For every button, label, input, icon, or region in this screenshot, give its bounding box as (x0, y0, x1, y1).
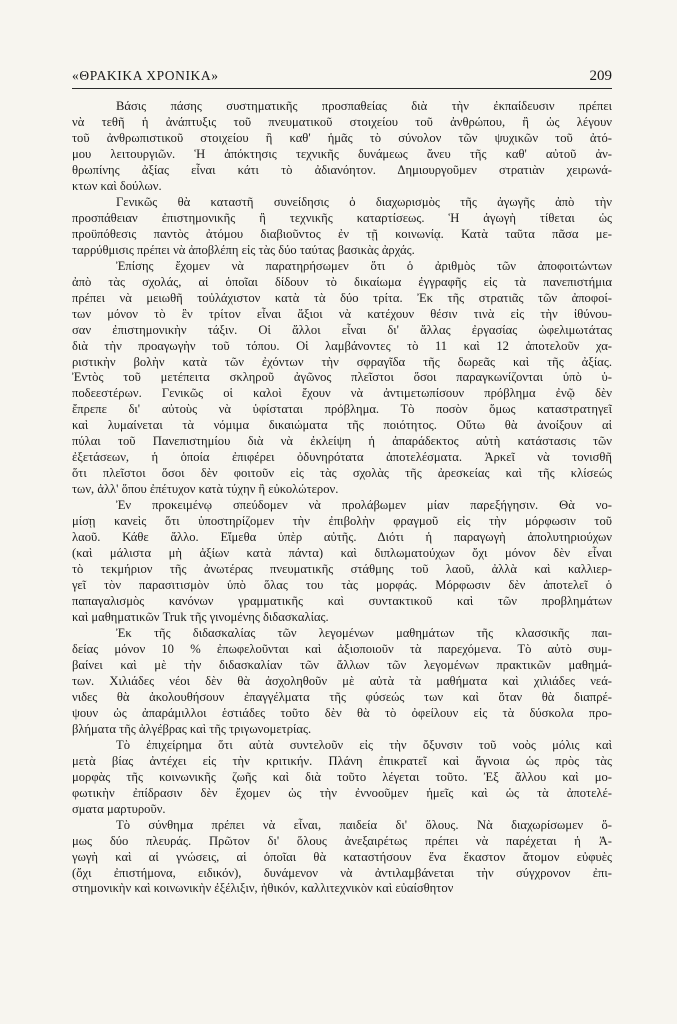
text-line: ἀπὸ τὰς σχολάς, αἱ ὁποῖαι δίδουν τὸ δικαίωμα ἐγγραφῆς εἰς τὰ πανεπιστήμια (72, 274, 612, 289)
paragraph (72, 626, 612, 738)
text-line: μορφὰς τῆς κοινωνικῆς ζωῆς καὶ διὰ τοῦτο λέγεται τοῦτο. Ἐξ ἄλλου καὶ μο- (72, 769, 612, 784)
text-line: (καὶ μάλιστα μὴ ἀξίων κατὰ πάντα) καὶ διπλωματούχων ὄχι μόνον δὲν εἶναι (72, 546, 612, 561)
text-line: παπαγαλισμὸς κανόνων γραμματικῆς καὶ συντακτικοῦ καὶ τῶν προβλημάτων (72, 594, 612, 609)
text-line: Γενικῶς θὰ καταστῆ συνείδησις ὁ διαχωρισμὸς τῆς ἀγωγῆς ἀπὸ τὴν (116, 194, 612, 209)
text-line: Ἐντὸς τοῦ μετέπειτα σκληροῦ ἀγῶνος πλεῖστοι ὅσοι παραγκωνίζονται ὑπὸ ὑ- (72, 370, 612, 385)
text-line: Ἐπίσης ἔχομεν νὰ παρατηρήσωμεν ὅτι ὁ ἀριθμὸς τῶν ἀποφοιτώντων (116, 258, 612, 273)
text-line: γωγὴ καὶ αἱ γνώσεις, αἱ ὁποῖαι θὰ καταστήσουν ἕνα ἕκαστον ἄτομον εὐφυὲς (72, 849, 612, 864)
paragraph (72, 818, 612, 898)
text-line: ταρρύθμισις πρέπει νὰ ἀποβλέπη εἰς τὰς δύο ταύτας βασικὰς ἀρχάς. (72, 242, 415, 257)
text-line: ἐξετάσεων, ἡ ὁποία ἐπιφέρει ὀδυνηρότατα ἀποτελέσματα. Ἀρκεῖ νὰ τονισθῆ (72, 450, 612, 465)
text-line: των, ἀλλ' ὅπου ἐπέτυχον κατὰ τύχην ἢ εὐκολώτερον. (72, 482, 339, 497)
text-line: των μόνον τὸ ἓν τρίτον εἶναι ἄξιοι νὰ κατέχουν θέσιν τινὰ εἰς τὴν ἰθύνου- (72, 306, 612, 321)
text-line: μετὰ βίας ἀντέχει εἰς τὴν κριτικήν. Πλάνη ἐπικρατεῖ καὶ ἄγνοια ὡς πρὸς τὰς (72, 753, 612, 768)
text-line: πρέπει νὰ μειωθῆ τοὐλάχιστον κατὰ τὰ δύο τρίτα. Ἐκ τῆς στρατιᾶς τῶν ἀποφοί- (72, 290, 612, 305)
text-line: μίσῃ κανεὶς ὅτι ὑποστηρίζομεν τὴν ἐπιβολὴν φραγμοῦ εἰς τὴν μόρφωσιν τοῦ (72, 514, 612, 529)
page-number: 209 (589, 68, 612, 84)
paragraph (72, 99, 612, 195)
text-line: καὶ μαθηματικῶν Truk τῆς γινομένης διδασκαλίας. (72, 610, 329, 624)
journal-title: «ΘΡΑΚΙΚΑ ΧΡΟΝΙΚΑ» (72, 68, 219, 83)
text-line: Ἐκ τῆς διδασκαλίας τῶν λεγομένων μαθημάτων τῆς κλασσικῆς παι- (116, 625, 612, 640)
text-line: ποδεεστέρων. Γενικῶς οἱ καλοὶ ἔχουν νὰ ἀντιμετωπίσουν πρόβλημα ἐνῷ δὲν (72, 386, 612, 401)
paragraph (72, 259, 612, 499)
text-line: μως δύο πλευράς. Πρῶτον δι' ὅλους ἀνεξαιρέτως πρέπει νὰ παρέχεται ἡ Ἀ- (72, 833, 612, 848)
text-line: βλήματα τῆς ἀλγέβρας καὶ τῆς τριγωνομετρίας. (72, 721, 312, 736)
text-line: θρωπίνης ἀξίας εἶναι κάτι τὸ ἀδιανόητον. Δημιουργοῦμεν στρατιὰν χειρωνά- (72, 162, 612, 177)
text-line: σματα μαρτυροῦν. (72, 801, 166, 816)
paragraph (72, 498, 612, 626)
text-line: δείας μόνον 10 % ἐπωφελοῦνται καὶ ἀξιοποιοῦν τὰ παρεχόμενα. Τὸ αὐτὸ συμ- (72, 641, 612, 656)
paragraph (72, 195, 612, 259)
text-line: κτων καὶ δούλων. (72, 178, 162, 193)
text-line: (ὄχι ἐπιστήμονα, ειδικόν), δυνάμενον νὰ ἀντιλαμβάνεται τὴν σύγχρονον ἐπι- (72, 865, 612, 880)
text-line: ψουν ὡς ἀπαράμιλλοι ἑστιάδες τοῦτο δὲν θὰ τὸ ὀφείλουν εἰς τὰ δύσκολα προ- (72, 705, 612, 720)
text-line: νὰ τεθῆ ἡ ἀνάπτυξις τοῦ πνευματικοῦ στοιχείου τοῦ ἀνθρώπου, ἢ ὡς λέγουν (72, 114, 612, 129)
text-line: προσπάθειαν ἐπιστημονικῆς ἢ τεχνικῆς καταρτίσεως. Ἡ ἀγωγὴ τίθεται ὡς (72, 210, 612, 225)
text-line: ριστικὴν βολὴν κατὰ τῶν ἐχόντων τὴν σφραγῖδα τῆς δωρεᾶς καὶ τῆς ἀξίας. (72, 354, 612, 369)
text-line: διὰ τὴν προαγωγὴν τοῦ τόπου. Οἱ λαμβάνοντες τὸ 11 καὶ 12 ἀποτελοῦν χα- (72, 338, 612, 353)
text-line: φωτικὴν ἐπίδρασιν δὲν ἔχομεν ὡς τὴν ἐννοοῦμεν ἡμεῖς καὶ ὡς τὰ ἀποτελέ- (72, 785, 612, 800)
text-line: γεῖ τὸν παρασιτισμὸν ὑπὸ ὅλας του τὰς μορφάς. Μόρφωσιν δὲν ἀποτελεῖ ὁ (72, 578, 612, 593)
text-line: τοῦ ἀνθρωπιστικοῦ στοιχείου ἢ καθ' ἡμᾶς τὸ σύνολον τῶν ψυχικῶν τοῦ ἀτό- (72, 130, 612, 145)
body-text (72, 99, 612, 897)
paragraph (72, 738, 612, 818)
text-line: νιδες θὰ ἀκολουθήσουν ἐπαγγέλματα τῆς φύσεώς των καὶ ὅταν θὰ διαπρέ- (72, 689, 612, 704)
text-line: τὸ τεκμήριον τῆς ἀνωτέρας πνευματικῆς στάθμης τοῦ λαοῦ, ἀλλὰ καὶ καλλιερ- (72, 562, 612, 577)
text-line: Τὸ σύνθημα πρέπει νὰ εἶναι, παιδεία δι' ὅλους. Νὰ διαχωρίσωμεν ὅ- (116, 817, 612, 832)
text-line: Ἐν προκειμένῳ σπεύδομεν νὰ προλάβωμεν μίαν παρεξήγησιν. Θὰ νο- (116, 498, 612, 513)
text-line: μου λειτουργιῶν. Ἡ ἀπόκτησις τεχνικῆς δυνάμεως ἄνευ τῆς καθ' αὐτοῦ ἀν- (72, 146, 612, 161)
text-line: Τὸ ἐπιχείρημα ὅτι αὐτὰ συντελοῦν εἰς τὴν ὄξυνσιν τοῦ νοὸς μόλις καὶ (116, 737, 612, 752)
text-line: καὶ λυμαίνεται τὰ νόμιμα δικαιώματα τῆς ποιότητος. Οὕτω θὰ ἀνοίξουν αἱ (72, 418, 612, 433)
text-line: πύλαι τοῦ Πανεπιστημίου διὰ νὰ ἐκλείψη ἡ ἀπαράδεκτος αὐτὴ κατάστασις τῶν (72, 434, 612, 449)
running-head (72, 68, 612, 88)
text-line: των. Χιλιάδες νέοι δὲν θὰ ἀσχοληθοῦν μὲ αὐτὰ τὰ μαθήματα καὶ χιλιάδες νεά- (72, 673, 612, 688)
text-line: ὅτι πλεῖστοι ὅσοι δὲν φοιτοῦν εἰς τὰς σχολὰς τῆς ἀρεσκείας καὶ τῆς κλίσεώς (72, 466, 612, 481)
text-line: λαοῦ. Κάθε ἄλλο. Εἴμεθα ὑπὲρ αὐτῆς. Διότι ἡ παραγωγὴ ἀπολυτηριούχων (72, 530, 612, 545)
text-line: στημονικὴν καὶ κοινωνικὴν ἐξέλιξιν, ἠθικόν, καλλιτεχνικὸν καὶ εὐαίσθητον (72, 881, 454, 896)
text-line: ἔπρεπε δι' αὐτοὺς νὰ ὑφίσταται πρόβλημα. Τὸ ποσὸν ὅμως καταστρατηγεῖ (72, 402, 612, 417)
text-line: σαν ἐπιστημονικὴν τάξιν. Οἱ ἄλλοι εἶναι δι' ἄλλας ἐργασίας ὠφελιμωτάτας (72, 322, 612, 337)
text-line: προϋπόθεσις παντὸς ἀτόμου διαβιοῦντος ἐν τῇ κοινωνίᾳ. Κατὰ ταῦτα πᾶσα με- (72, 226, 612, 241)
header-rule (72, 88, 612, 89)
text-line: Βάσις πάσης συστηματικῆς προσπαθείας διὰ τὴν ἐκπαίδευσιν πρέπει (116, 99, 612, 113)
text-line: βαίνει καὶ μὲ τὴν διδασκαλίαν τῶν ἄλλων τῶν λεγομένων πρακτικῶν μαθημά- (72, 657, 612, 672)
